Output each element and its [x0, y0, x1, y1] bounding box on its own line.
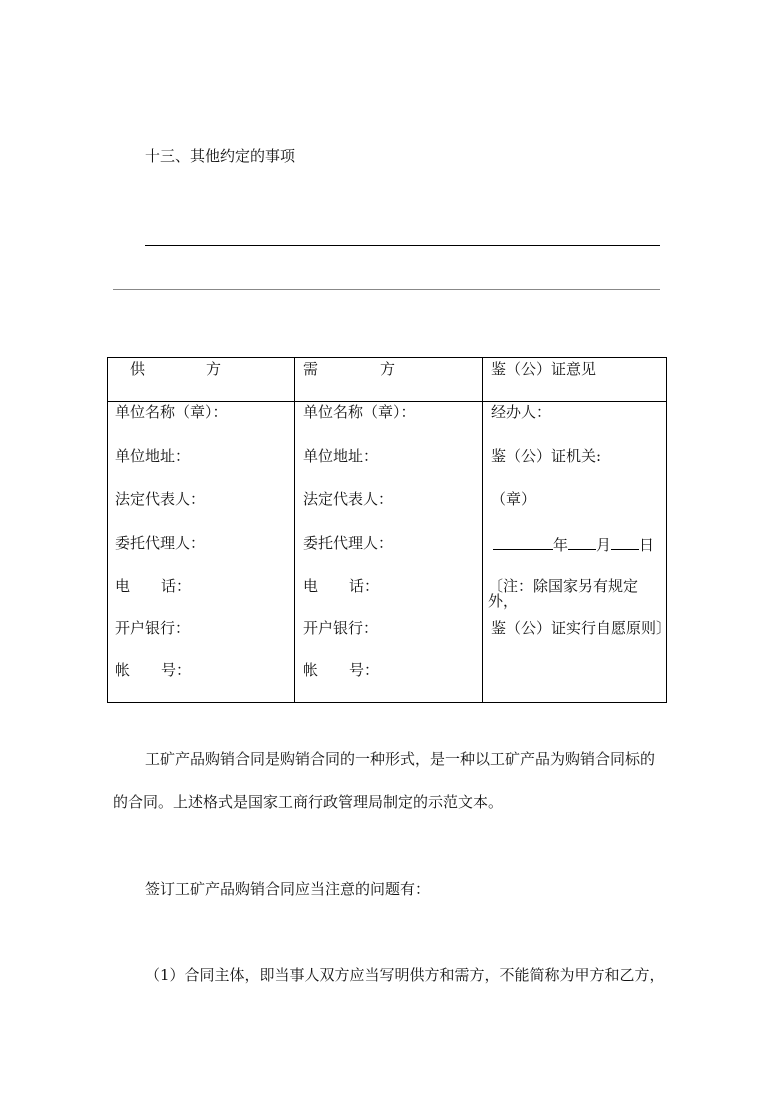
paragraph-3: （1）合同主体，即当事人双方应当写明供方和需方，不能简称为甲方和乙方，	[145, 966, 665, 984]
supplier-bank: 开户银行：	[115, 619, 191, 637]
supplier-phone-label-2: 话：	[161, 577, 192, 595]
fill-in-line	[145, 245, 660, 246]
paragraph-2: 签订工矿产品购销合同应当注意的问题有：	[145, 880, 431, 898]
buyer-phone-label-1: 电	[303, 577, 319, 595]
day-label: 日	[639, 536, 655, 554]
paragraph-1-line-2: 的合同。上述格式是国家工商行政管理局制定的示范文本。	[113, 793, 504, 811]
buyer-phone-label-2: 话：	[349, 577, 380, 595]
buyer-legal-rep: 法定代表人：	[303, 490, 394, 508]
month-blank	[568, 536, 596, 550]
day-blank	[611, 536, 639, 550]
column-divider	[294, 358, 295, 702]
supplier-account-label-1: 帐	[115, 661, 131, 679]
notary-seal: （章）	[491, 490, 537, 508]
notary-header: 鉴（公）证意见	[491, 360, 597, 378]
year-blank	[493, 536, 553, 550]
supplier-account-label-2: 号：	[161, 661, 192, 679]
contract-signature-table	[107, 357, 672, 703]
divider-line	[113, 289, 660, 290]
supplier-header-char-2: 方	[206, 360, 222, 378]
section-heading: 十三、其他约定的事项	[145, 147, 296, 165]
notary-authority: 鉴（公）证机关:	[491, 447, 602, 465]
notary-handler: 经办人：	[491, 403, 552, 421]
buyer-header-char-1: 需	[303, 360, 319, 378]
supplier-header-char-1: 供	[130, 360, 146, 378]
column-divider	[482, 358, 483, 702]
supplier-unit-address: 单位地址：	[115, 447, 191, 465]
notary-note-line-1: 〔注：除国家另有规定外，	[488, 577, 639, 610]
buyer-agent: 委托代理人：	[303, 534, 394, 552]
buyer-header-char-2: 方	[380, 360, 396, 378]
paragraph-1-line-1: 工矿产品购销合同是购销合同的一种形式，是一种以工矿产品为购销合同标的	[145, 750, 656, 768]
header-divider	[108, 401, 666, 402]
buyer-unit-name: 单位名称（章）：	[303, 403, 416, 421]
month-label: 月	[596, 536, 612, 554]
buyer-account-label-1: 帐	[303, 661, 319, 679]
notary-date-line	[493, 536, 654, 553]
supplier-agent: 委托代理人：	[115, 534, 206, 552]
year-label: 年	[553, 536, 569, 554]
buyer-account-label-2: 号：	[349, 661, 380, 679]
buyer-bank: 开户银行：	[303, 619, 379, 637]
notary-note-line-2: 鉴（公）证实行自愿原则〕	[491, 619, 672, 637]
supplier-legal-rep: 法定代表人：	[115, 490, 206, 508]
buyer-unit-address: 单位地址：	[303, 447, 379, 465]
supplier-phone-label-1: 电	[115, 577, 131, 595]
supplier-unit-name: 单位名称（章）：	[115, 403, 228, 421]
